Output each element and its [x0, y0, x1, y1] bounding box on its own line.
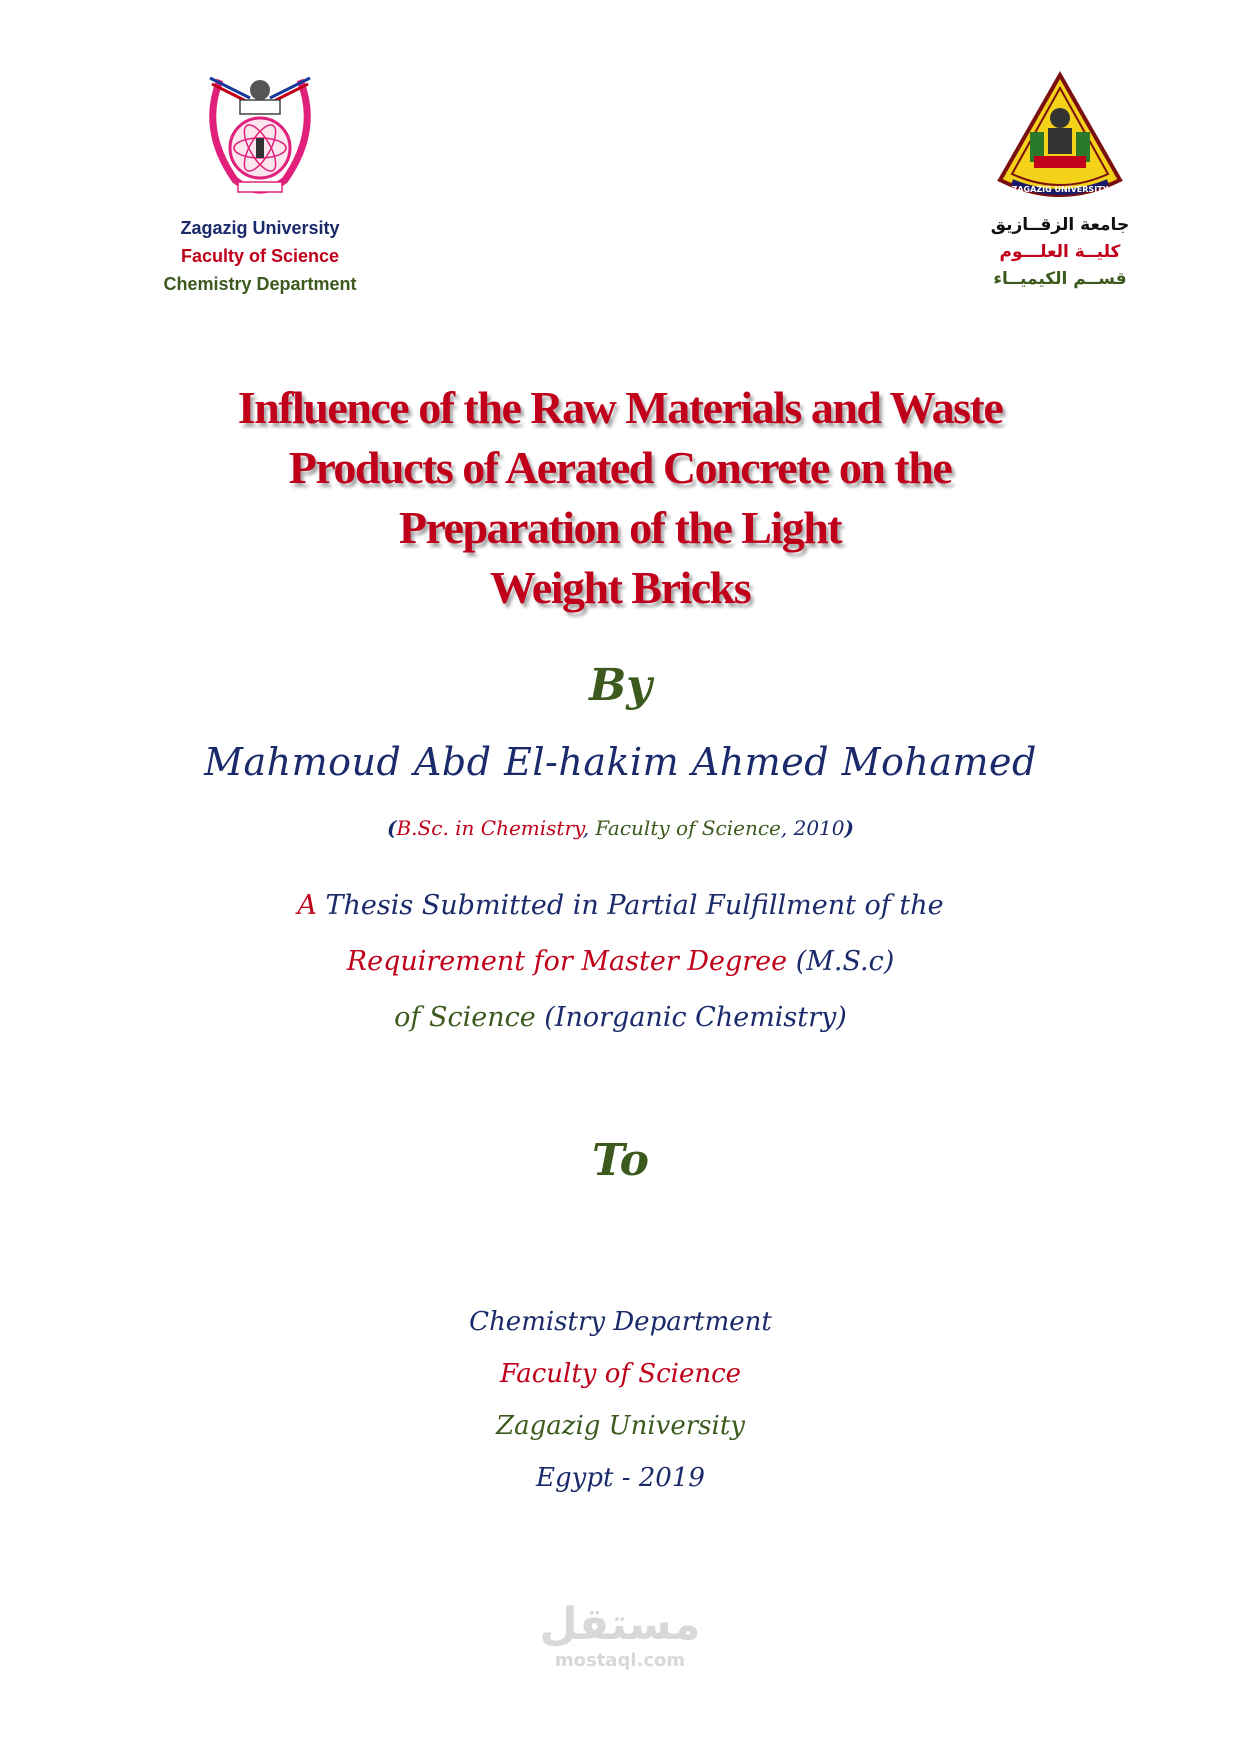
thesis-line-2 [0, 934, 1241, 990]
left-faculty: Faculty of Science [180, 246, 340, 266]
thesis-specialty: (Inorganic Chemistry) [535, 1002, 847, 1033]
thesis-text: Requirement for Master Degree [346, 946, 788, 977]
right-header [960, 70, 1160, 293]
watermark-arabic: مستقل [539, 1599, 701, 1650]
title-line: Influence of the Raw Materials and Waste [237, 382, 1003, 433]
bsc-close: ) [844, 816, 854, 840]
thesis-line-1 [0, 878, 1241, 934]
title-line: Preparation of the Light [398, 502, 842, 553]
footer-country-year: Egypt - 2019 [536, 1463, 705, 1493]
footer-university: Zagazig University [496, 1411, 745, 1441]
faculty-of-science-emblem-icon [190, 70, 330, 210]
bsc-sep: , [582, 816, 596, 840]
thesis-word: A [297, 890, 317, 921]
zagazig-university-emblem-icon [990, 70, 1130, 210]
by-label: By [589, 660, 652, 711]
thesis-line-3 [0, 990, 1241, 1046]
thesis-text: Thesis Submitted in Partial Fulfillment of the [316, 890, 944, 921]
thesis-statement [0, 878, 1241, 1046]
bsc-year: 2010 [793, 816, 845, 840]
right-faculty: كليــة العلـــوم [999, 242, 1121, 262]
author-name: Mahmoud Abd El-hakim Ahmed Mohamed [204, 740, 1037, 784]
right-university: جامعة الزقــازيق [990, 215, 1130, 235]
svg-text:ZAGAZIG UNIVERSITY: ZAGAZIG UNIVERSITY [1011, 185, 1109, 194]
bsc-line [0, 816, 1241, 840]
thesis-title [160, 378, 1080, 618]
left-header [130, 70, 390, 298]
watermark-domain: mostaql.com [554, 1650, 686, 1671]
left-department: Chemistry Department [163, 274, 357, 294]
title-line: Products of Aerated Concrete on the [288, 442, 952, 493]
thesis-text: of Science [394, 1002, 536, 1033]
thesis-degree: (M.S.c) [787, 946, 895, 977]
right-department: قســم الكيميــاء [993, 269, 1127, 289]
bsc-degree: B.Sc. in Chemistry [396, 816, 583, 840]
footer-department: Chemistry Department [469, 1307, 772, 1337]
left-university: Zagazig University [180, 218, 340, 238]
footer-faculty: Faculty of Science [499, 1359, 742, 1389]
to-label: To [591, 1135, 650, 1186]
mostaql-watermark [520, 1600, 720, 1671]
bsc-sep: , [780, 816, 794, 840]
footer-block [0, 1296, 1241, 1504]
bsc-faculty: Faculty of Science [595, 816, 781, 840]
bsc-open: ( [387, 816, 397, 840]
title-line: Weight Bricks [489, 562, 751, 613]
